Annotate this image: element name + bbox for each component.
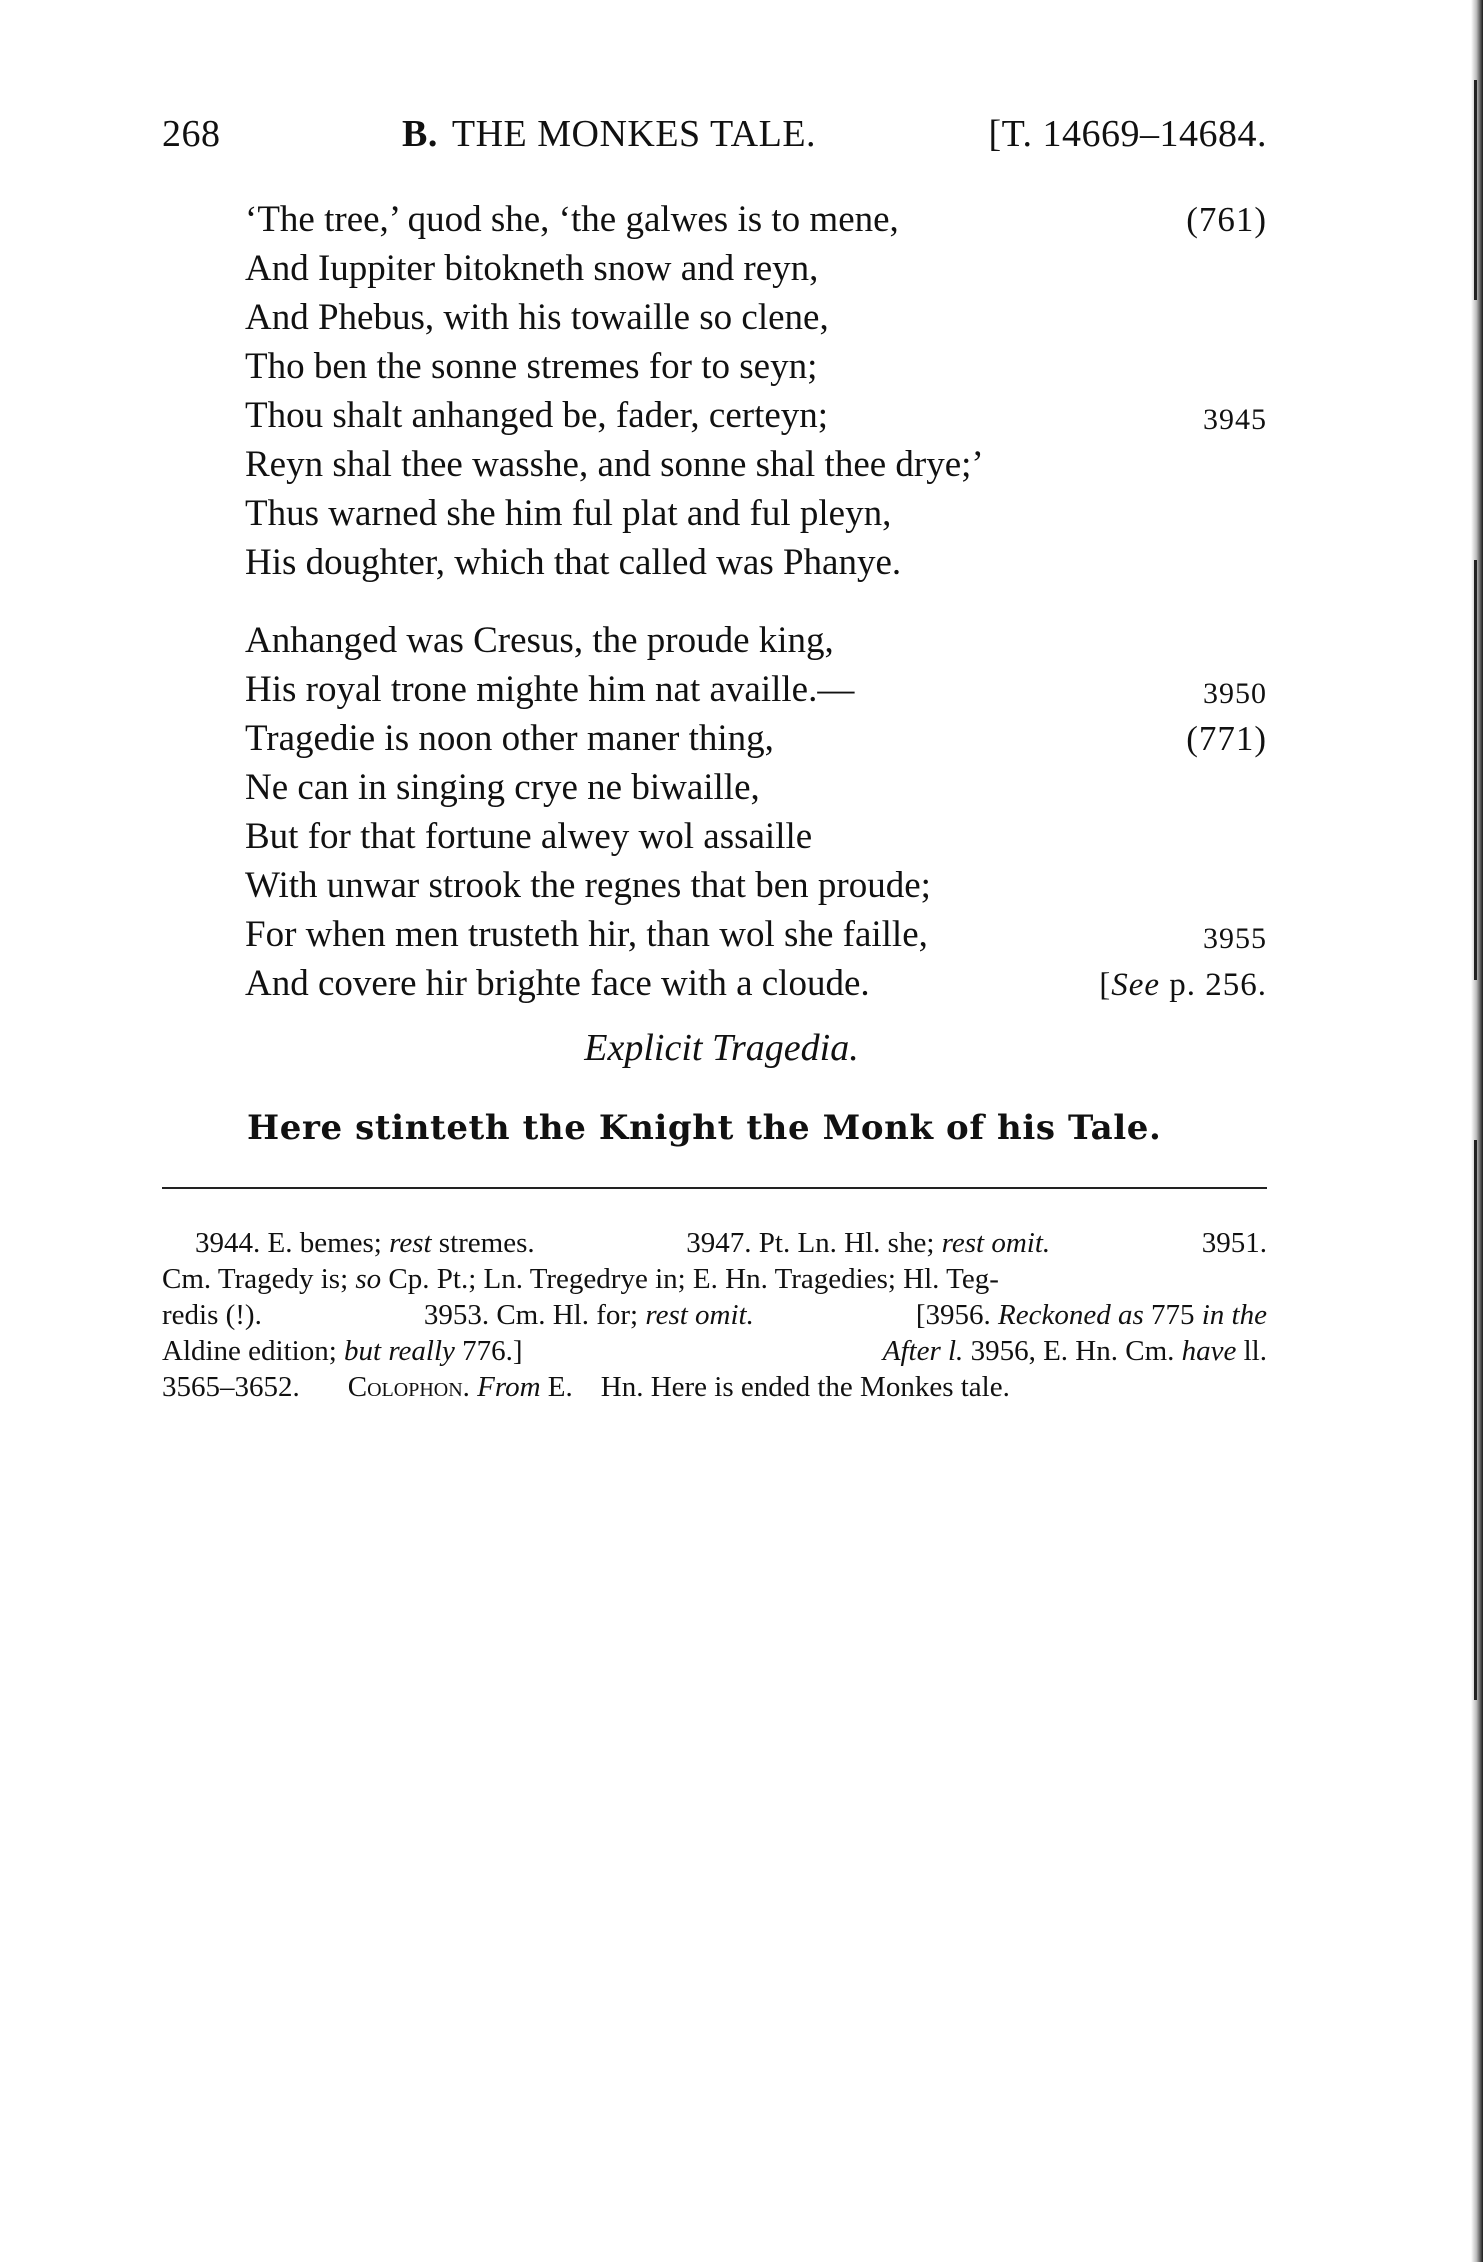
verse-text: Tho ben the sonne stremes for to seyn; (245, 346, 818, 387)
line-range: [T. 14669–14684. (988, 113, 1267, 155)
note-3953: 3953. Cm. Hl. for; rest omit. (423, 1299, 754, 1331)
verse-text: And Iuppiter bitokneth snow and reyn, (245, 248, 819, 289)
verse-text: Reyn shal thee wasshe, and sonne shal thee drye;’ (245, 444, 984, 485)
binding-mark (1474, 80, 1477, 300)
stanza-2 (245, 616, 1267, 1008)
verse-text: His doughter, which that called was Phanye. (245, 542, 902, 583)
line-number: 3945 (1203, 403, 1267, 436)
binding-edge-shadow (1471, 0, 1483, 2262)
note-colophon-text: Hn. Here is ended the Monkes tale. (600, 1371, 1010, 1403)
verse-line (245, 959, 1267, 1008)
verse-line (245, 538, 1267, 587)
verse-text: Thou shalt anhanged be, fader, certeyn; (245, 395, 829, 436)
section-letter: B. (402, 113, 438, 155)
verse-line (245, 616, 1267, 665)
note-line (162, 1297, 1267, 1333)
verse-line (245, 489, 1267, 538)
running-title (402, 112, 816, 156)
verse-text: But for that fortune alwey wol assaille (245, 816, 813, 857)
verse-line (245, 195, 1267, 244)
explicit-text: Explicit Tragedia. (584, 1027, 859, 1069)
binding-mark (1474, 560, 1477, 980)
stanza-1 (245, 195, 1267, 587)
note-3951-number: 3951. (1201, 1227, 1267, 1259)
line-number: 3950 (1203, 677, 1267, 710)
verse-text: With unwar strook the regnes that ben proude; (245, 865, 931, 906)
aldine-line-number: (771) (1186, 719, 1267, 758)
verse-text: Anhanged was Cresus, the proude king, (245, 620, 834, 661)
note-line (162, 1333, 1267, 1369)
verse-text: And Phebus, with his towaille so clene, (245, 297, 829, 338)
verse-line (245, 665, 1267, 714)
running-header (162, 112, 1267, 162)
verse-line (245, 440, 1267, 489)
verse-text: His royal trone mighte him nat availle.— (245, 669, 855, 710)
note-3956: [3956. Reckoned as 775 in the (915, 1299, 1267, 1331)
textual-notes (162, 1225, 1267, 1405)
colophon: Here stinteth the Knight the Monk of his Tale. (247, 1108, 1162, 1148)
verse-text: ‘The tree,’ quod she, ‘the galwes is to mene, (245, 199, 899, 240)
verse-line (245, 714, 1267, 763)
tale-title: THE MONKES TALE. (451, 113, 817, 155)
note-colophon: Colophon. From E. (347, 1371, 573, 1403)
verse-text: And covere hir brighte face with a cloude. (245, 963, 870, 1004)
note-line (162, 1369, 1267, 1405)
note-3951-cont: redis (!). (162, 1299, 262, 1331)
verse-line (245, 812, 1267, 861)
footnote-rule (162, 1187, 1267, 1189)
verse-line (245, 861, 1267, 910)
cross-reference: [See p. 256. (1099, 967, 1267, 1003)
note-after-3956: After l. 3956, E. Hn. Cm. have ll. (882, 1335, 1267, 1367)
verse-line (245, 763, 1267, 812)
line-number: 3955 (1203, 922, 1267, 955)
explicit-heading (0, 1026, 1483, 1070)
aldine-line-number: (761) (1186, 200, 1267, 239)
note-3947: 3947. Pt. Ln. Hl. she; rest omit. (686, 1227, 1051, 1259)
verse-text: Thus warned she him ful plat and ful pleyn, (245, 493, 892, 534)
note-3944: 3944. E. bemes; rest stremes. (195, 1227, 535, 1259)
note-range: 3565–3652. (162, 1371, 300, 1403)
verse-line (245, 910, 1267, 959)
verse-text: Tragedie is noon other maner thing, (245, 718, 774, 759)
page-number: 268 (162, 113, 221, 155)
verse-line (245, 244, 1267, 293)
note-3956-cont: Aldine edition; but really 776.] (162, 1335, 523, 1367)
note-line (162, 1261, 1267, 1297)
verse-line (245, 391, 1267, 440)
verse-text: Ne can in singing crye ne biwaille, (245, 767, 760, 808)
binding-mark (1474, 1140, 1477, 1700)
verse-line (245, 293, 1267, 342)
note-line (162, 1225, 1267, 1261)
verse-text: For when men trusteth hir, than wol she faille, (245, 914, 928, 955)
note-3951: Cm. Tragedy is; so Cp. Pt.; Ln. Tregedrye in; E. Hn. Tragedies; Hl. Teg- (162, 1263, 999, 1295)
verse-line (245, 342, 1267, 391)
